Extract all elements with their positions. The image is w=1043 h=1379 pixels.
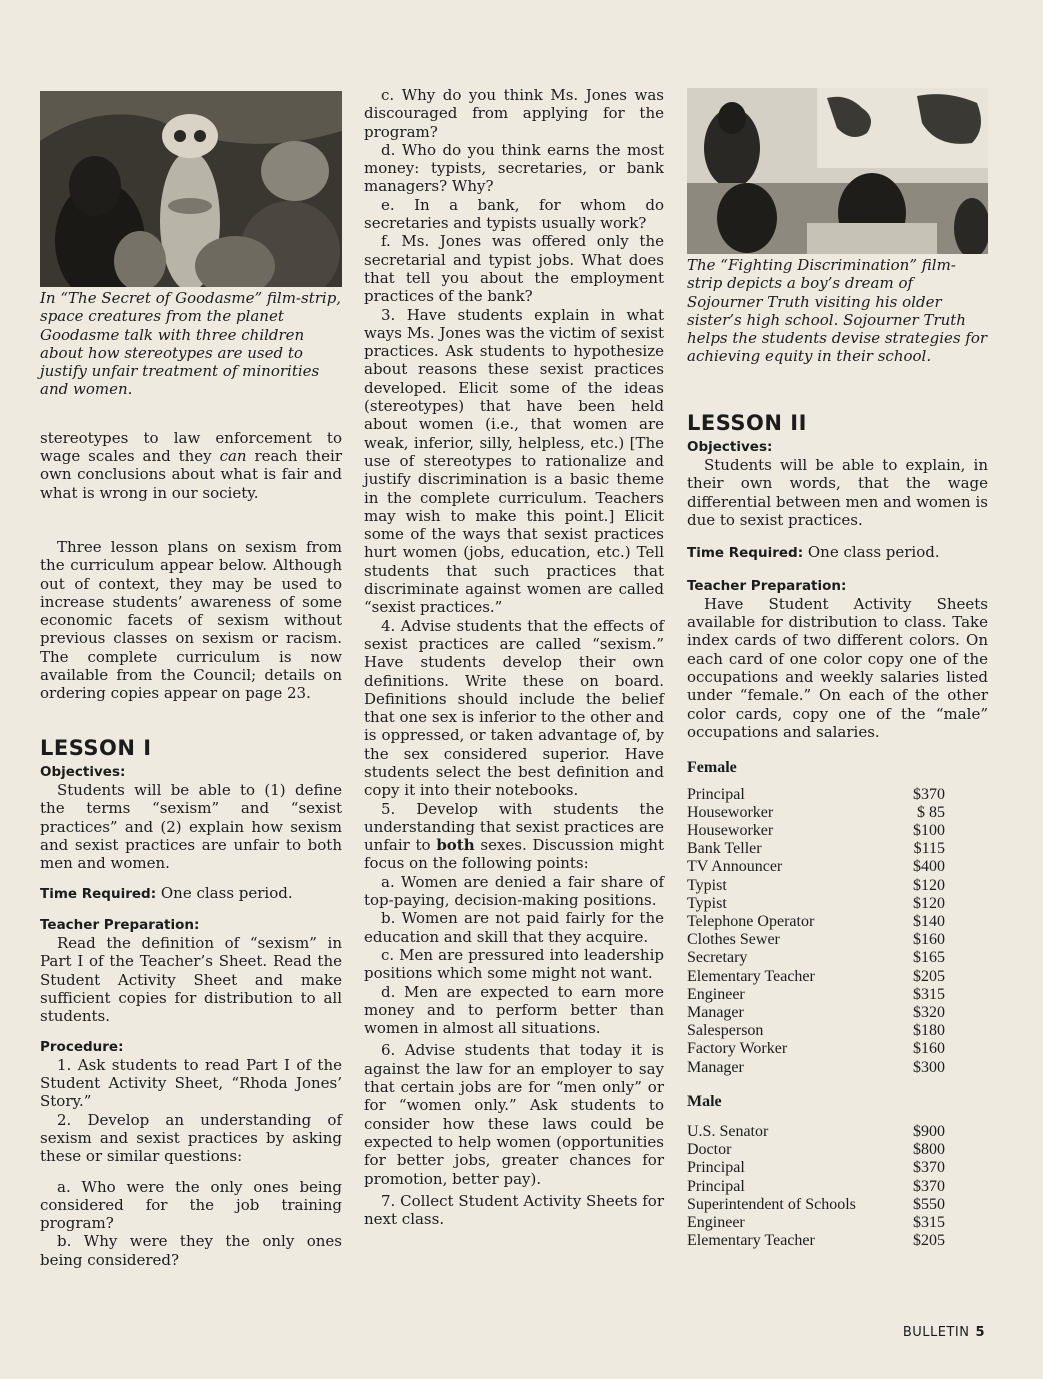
- job-salary: $ 85: [917, 803, 945, 821]
- job-row: [687, 1214, 945, 1232]
- job-salary: $370: [913, 1177, 945, 1195]
- job-row: [687, 1022, 945, 1040]
- job-title: Principal: [687, 1177, 745, 1195]
- job-salary: $800: [913, 1141, 945, 1159]
- job-title: Salesperson: [687, 1022, 764, 1040]
- question-b: b. Why were they the only ones being considered?: [40, 1232, 342, 1269]
- point-b: b. Women are not paid fairly for the education and skill that they acquire.: [364, 909, 664, 946]
- point-c: c. Men are pressured into leadership positions which some might not want.: [364, 945, 664, 983]
- job-title: Engineer: [687, 1214, 745, 1232]
- publication-name: BULLETIN: [902, 1325, 970, 1340]
- job-title: Factory Worker: [687, 1040, 788, 1058]
- job-title: U.S. Senator: [687, 1123, 769, 1141]
- job-salary: $205: [913, 1232, 945, 1250]
- job-row: [687, 1232, 945, 1250]
- job-row: [687, 895, 945, 913]
- job-row: [687, 913, 945, 931]
- job-title: Secretary: [687, 949, 748, 967]
- page-footer: [903, 1325, 985, 1340]
- job-row: [687, 1196, 945, 1214]
- job-row: [687, 949, 945, 967]
- teacher-prep-label-lesson-two: Teacher Preparation:: [687, 577, 847, 594]
- question-c: c. Why do you think Ms. Jones was discouraged from applying for the program?: [364, 86, 664, 141]
- objectives-label: Objectives:: [40, 763, 126, 780]
- procedure-step-1: 1. Ask students to read Part I of the Student Activity Sheet, “Rhoda Jones’ Story.”: [40, 1055, 342, 1111]
- job-salary: $120: [913, 876, 945, 894]
- job-title: Houseworker: [687, 803, 774, 821]
- job-row: [687, 1123, 945, 1141]
- job-title: Manager: [687, 1003, 744, 1021]
- female-job-list: [687, 786, 988, 1077]
- photo-caption-right: The “Fighting Discrimination” film-strip depicts a boy’s dream of Sojourner Truth visiting his older sister’s high school. Sojourner Truth helps the students devise strategies for achieving equity in their school.: [687, 256, 988, 366]
- job-title: Manager: [687, 1058, 744, 1076]
- job-row: [687, 822, 945, 840]
- column-right: [687, 86, 988, 1251]
- lesson-one-heading: LESSON I: [40, 735, 152, 760]
- question-d: d. Who do you think earns the most money: typists, secretaries, or bank managers? Why?: [364, 140, 664, 196]
- column-left: [40, 86, 342, 1269]
- job-row: [687, 1159, 945, 1177]
- job-title: Principal: [687, 1159, 745, 1177]
- job-salary: $160: [913, 1040, 945, 1058]
- job-row: [687, 1059, 945, 1077]
- photo-caption: In “The Secret of Goodasme” film-strip, space creatures from the planet Goodasme talk with three children about how stereotypes are used to justify unfair treatment of minorities and women.: [40, 289, 342, 399]
- job-salary: $100: [913, 821, 945, 839]
- space-creature-photo-icon: [40, 91, 342, 287]
- three-lessons-paragraph: Three lesson plans on sexism from the curriculum appear below. Although out of context, they may be used to increase students’ awareness of some economic facets of sexism without previous classes on sexism or racism. The complete curriculum is now available from the Council; details on ordering copies appear on page 23.: [40, 537, 342, 703]
- job-salary: $140: [913, 912, 945, 930]
- job-salary: $315: [913, 1214, 945, 1232]
- filmstrip-photo-fighting-discrimination: [687, 88, 988, 254]
- procedure-step-5: 5. Develop with students the understanding that sexist practices are unfair to both sexes. Discussion might focus on the following points:: [364, 799, 664, 873]
- procedure-step-2: 2. Develop an understanding of sexism and sexist practices by asking these or similar questions:: [40, 1110, 342, 1166]
- job-salary: $180: [913, 1022, 945, 1040]
- classroom-photo-icon: [687, 88, 988, 254]
- job-title: Telephone Operator: [687, 912, 815, 930]
- job-title: Principal: [687, 785, 745, 803]
- job-salary: $400: [913, 858, 945, 876]
- time-required: Time Required: One class period.: [40, 884, 293, 903]
- job-salary: $205: [913, 967, 945, 985]
- page-number: 5: [975, 1325, 985, 1340]
- job-title: Typist: [687, 894, 727, 912]
- procedure-label: Procedure:: [40, 1038, 124, 1055]
- objectives-label-lesson-two: Objectives:: [687, 438, 773, 455]
- job-row: [687, 968, 945, 986]
- job-row: [687, 1040, 945, 1058]
- job-title: Bank Teller: [687, 840, 762, 858]
- job-title: Houseworker: [687, 821, 774, 839]
- job-salary: $320: [913, 1003, 945, 1021]
- job-salary: $165: [913, 949, 945, 967]
- procedure-step-4: 4. Advise students that the effects of sexist practices are called “sexism.” Have students develop their own definitions. Write these on board. Definitions should include the belief that one sex is inferior to the other and is oppressed, or taken advantage of, by the sex considered superior. Have students select the best definition and copy it into their notebooks.: [364, 616, 664, 800]
- question-f: f. Ms. Jones was offered only the secretarial and typist jobs. What does that tell you about the employment practices of the bank?: [364, 232, 664, 306]
- job-salary: $900: [913, 1123, 945, 1141]
- question-a: a. Who were the only ones being considered for the job training program?: [40, 1177, 342, 1233]
- job-row: [687, 1178, 945, 1196]
- job-row: [687, 877, 945, 895]
- job-salary: $315: [913, 985, 945, 1003]
- job-title: Engineer: [687, 985, 745, 1003]
- job-title: Typist: [687, 876, 727, 894]
- objectives-text: Students will be able to (1) define the terms “sexism” and “sexist practices” and (2) explain how sexism and sexist practices are unfair to both men and women.: [40, 780, 342, 873]
- job-salary: $115: [913, 840, 945, 858]
- column-middle: [364, 86, 664, 1228]
- job-title: Superintendent of Schools: [687, 1195, 856, 1213]
- job-row: [687, 1004, 945, 1022]
- point-d: d. Men are expected to earn more money and to perform better than women in almost all situations.: [364, 982, 664, 1038]
- job-salary: $300: [913, 1058, 945, 1076]
- job-row: [687, 931, 945, 949]
- job-salary: $550: [913, 1195, 945, 1213]
- objectives-text-lesson-two: Students will be able to explain, in their own words, that the wage differential between men and women is due to sexist practices.: [687, 456, 988, 529]
- intro-paragraph: stereotypes to law enforcement to wage scales and they can reach their own conclusions about what is fair and what is wrong in our society.: [40, 428, 343, 502]
- job-title: Doctor: [687, 1141, 732, 1159]
- male-job-list: [687, 1123, 988, 1250]
- job-salary: $370: [913, 785, 945, 803]
- job-title: Elementary Teacher: [687, 967, 815, 985]
- teacher-prep-label: Teacher Preparation:: [40, 916, 200, 933]
- job-salary: $370: [913, 1159, 945, 1177]
- procedure-step-6: 6. Advise students that today it is against the law for an employer to say that certain jobs are for “men only” or for “women only.” Ask students to consider how these laws could be expected to help women (opportunities for better jobs, greater chances for promotion, better pay).: [364, 1041, 664, 1188]
- male-heading: Male: [687, 1092, 722, 1110]
- procedure-step-3: 3. Have students explain in what ways Ms. Jones was the victim of sexist practices. Ask students to hypothesize about reasons these sexist practices developed. Elicit some of the ideas (stereotypes) that have been held about women (i.e., that women are weak, inferior, silly, helpless, etc.) [The use of stereotypes to rationalize and justify discrimination is a basic theme in the complete curriculum. Teachers may wish to make this point.] Elicit some of the ways that sexist practices hurt women (jobs, education, etc.) Tell students that such practices that discriminate against women are called “sexist practices.”: [364, 305, 664, 617]
- job-row: [687, 858, 945, 876]
- job-row: [687, 840, 945, 858]
- procedure-step-7: 7. Collect Student Activity Sheets for next class.: [364, 1191, 664, 1229]
- question-e: e. In a bank, for whom do secretaries and typists usually work?: [364, 195, 664, 233]
- filmstrip-photo-goodasme: [40, 91, 342, 287]
- teacher-prep-text-lesson-two: Have Student Activity Sheets available for distribution to class. Take index cards of two different colors. On each card of one color copy one of the occupations and weekly salaries listed under “female.” On each of the other color cards, copy one of the “male” occupations and salaries.: [687, 594, 988, 741]
- lesson-two-heading: LESSON II: [687, 410, 807, 435]
- point-a: a. Women are denied a fair share of top-paying, decision-making positions.: [364, 872, 664, 910]
- job-salary: $160: [913, 931, 945, 949]
- time-required-lesson-two: Time Required: One class period.: [687, 543, 940, 562]
- job-title: Clothes Sewer: [687, 931, 780, 949]
- job-title: TV Announcer: [687, 858, 783, 876]
- job-row: [687, 1141, 945, 1159]
- female-heading: Female: [687, 759, 737, 777]
- job-salary: $120: [913, 894, 945, 912]
- job-row: [687, 804, 945, 822]
- job-row: [687, 786, 945, 804]
- teacher-prep-text: Read the definition of “sexism” in Part I of the Teacher’s Sheet. Read the Student Activity Sheet and make sufficient copies for distribution to all students.: [40, 934, 342, 1026]
- job-title: Elementary Teacher: [687, 1232, 815, 1250]
- job-row: [687, 986, 945, 1004]
